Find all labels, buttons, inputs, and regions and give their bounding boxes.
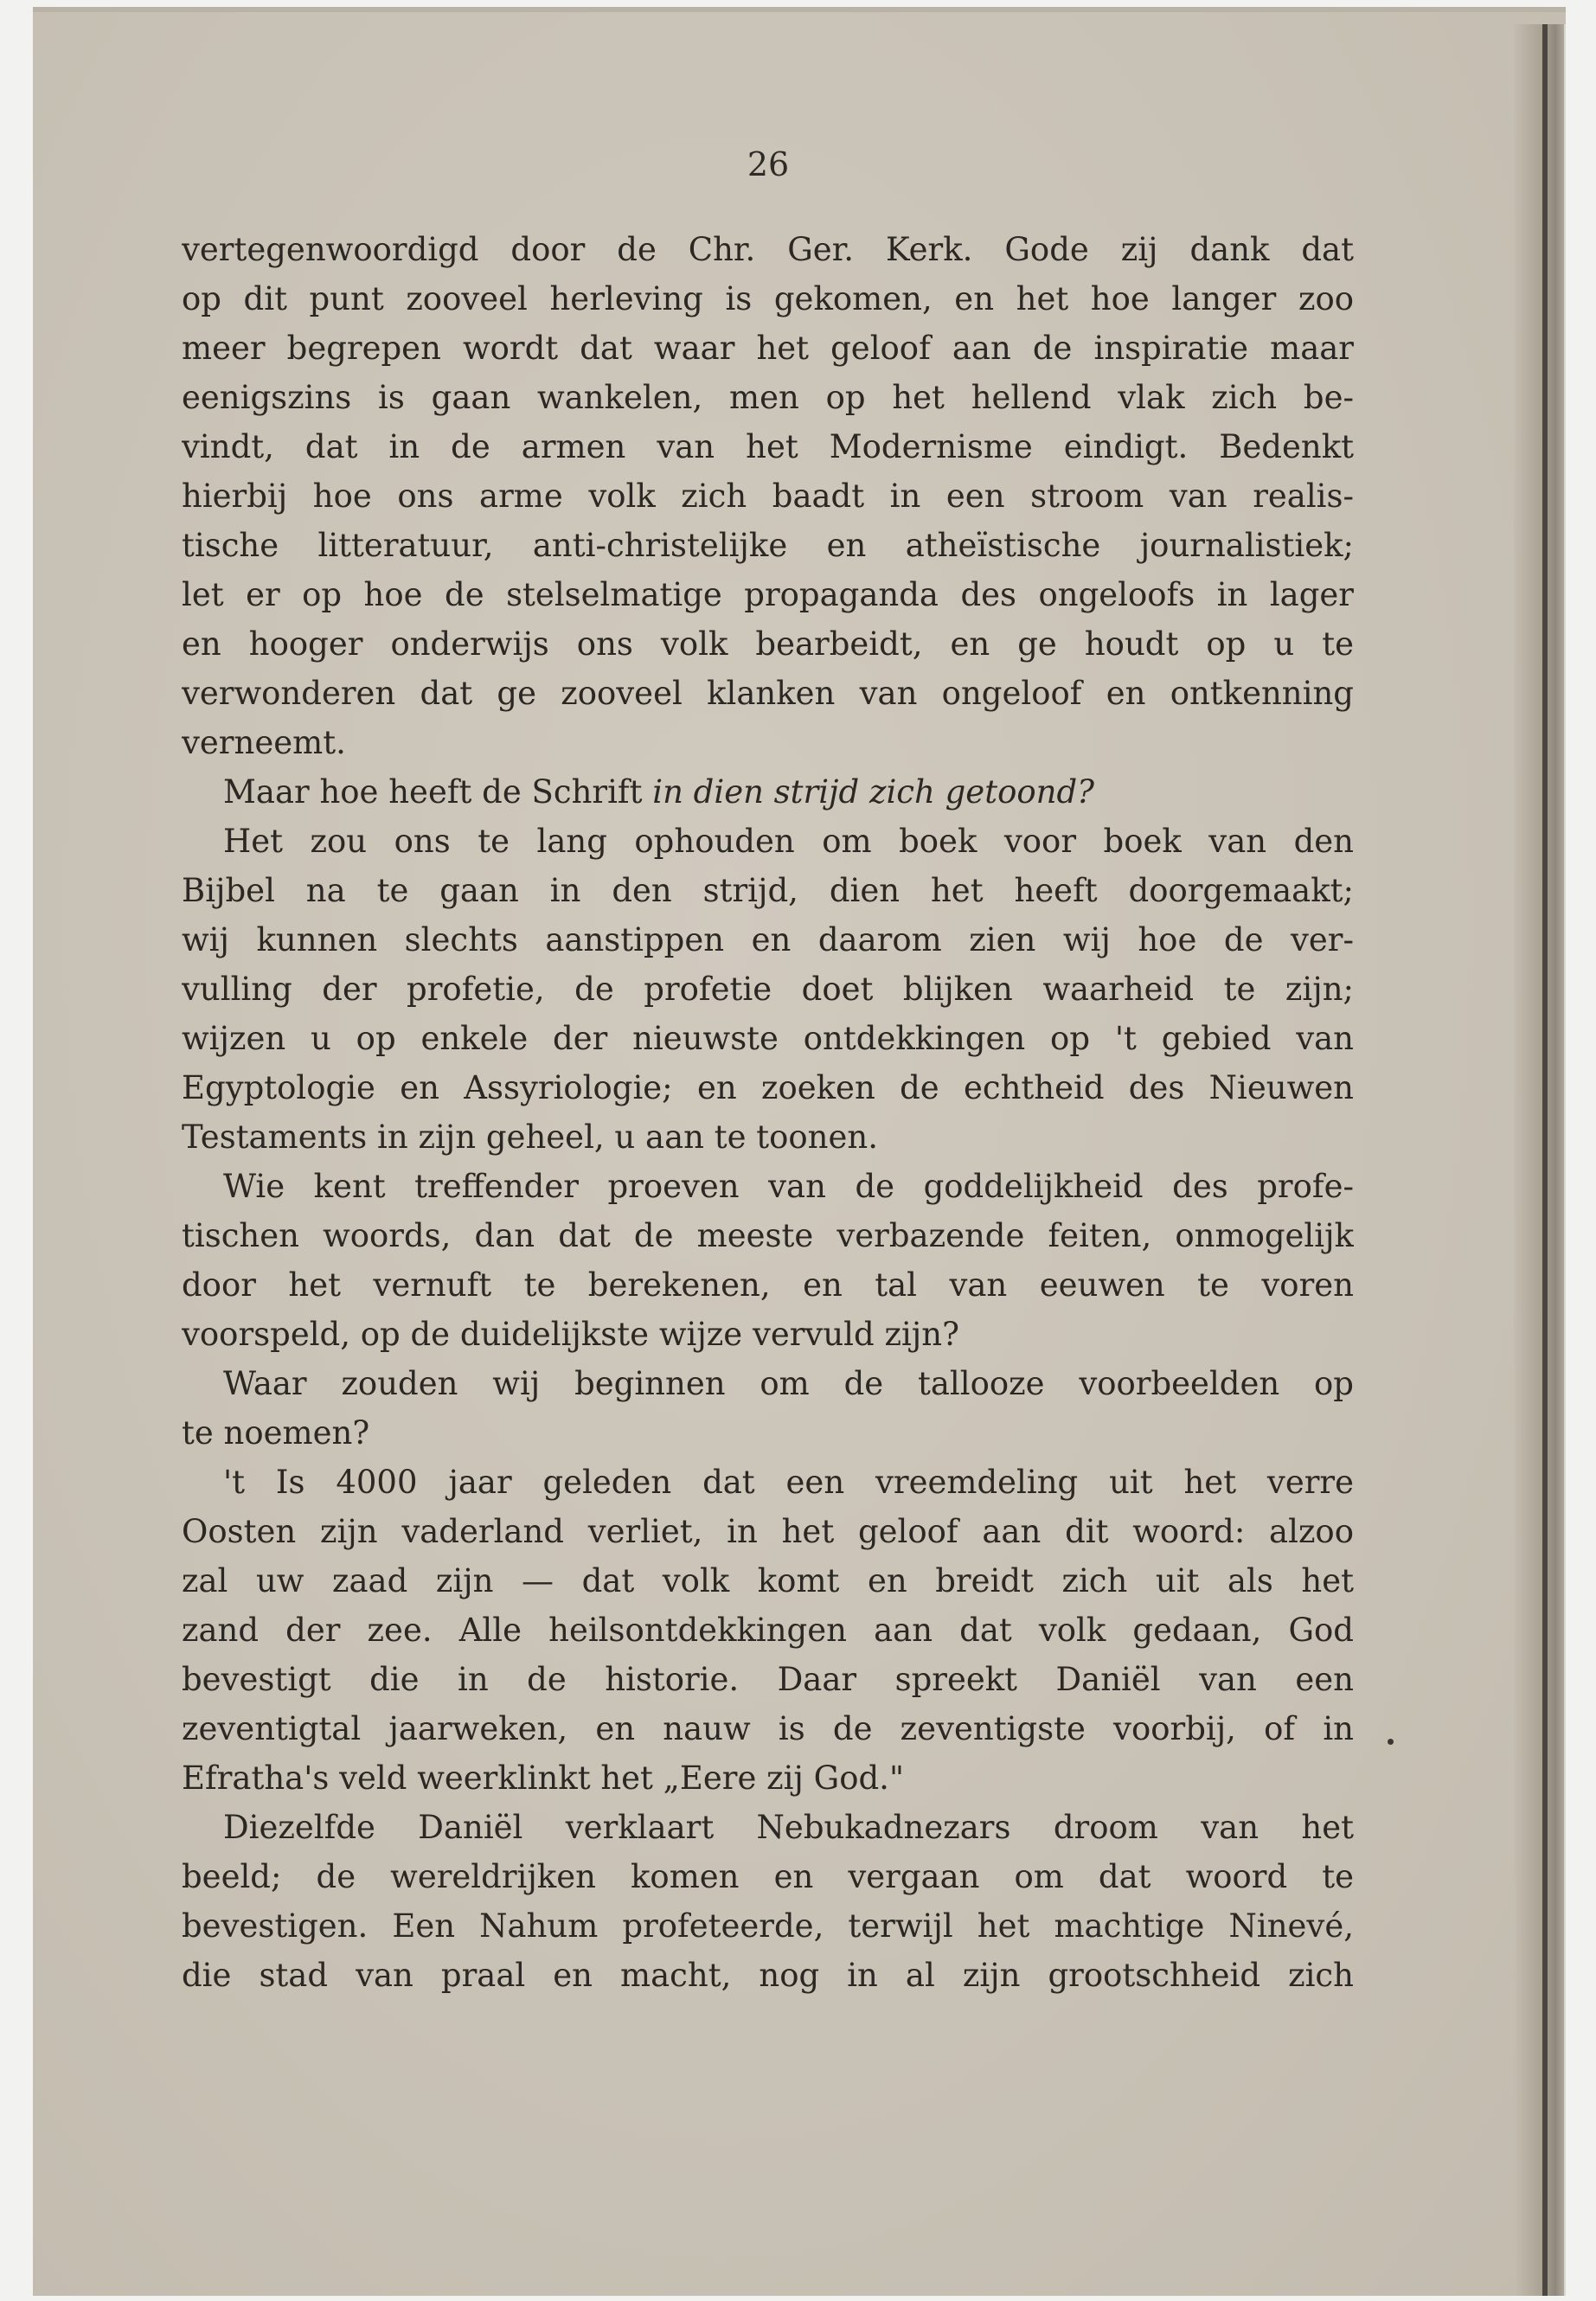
text-line-content: voorspeld, op de duidelijkste wijze vervuld zijn?	[182, 1316, 959, 1353]
text-line	[182, 1063, 1354, 1112]
text-line	[182, 373, 1354, 422]
text-line	[182, 1408, 1354, 1458]
text-line-content: tische litteratuur, anti-christelijke en atheïstische journalistiek;	[182, 527, 1354, 564]
text-line-content: 't Is 4000 jaar geleden dat een vreemdeling uit het verre	[223, 1464, 1354, 1501]
text-line-content: vindt, dat in de armen van het Modernisme eindigt. Bedenkt	[182, 428, 1354, 465]
text-line-content: Bijbel na te gaan in den strijd, dien het heeft doorgemaakt;	[182, 872, 1354, 909]
scanned-page	[33, 7, 1566, 2296]
book-spine-line	[1542, 24, 1548, 2296]
text-line-content: Efratha's veld weerklinkt het „Eere zij God."	[182, 1759, 904, 1797]
text-line	[182, 274, 1354, 324]
text-line-italic: in dien strijd zich getoond?	[652, 773, 1094, 811]
text-line-content: zal uw zaad zijn — dat volk komt en breidt zich uit als het	[182, 1562, 1354, 1599]
text-line	[182, 669, 1354, 718]
text-line	[182, 324, 1354, 373]
text-line	[182, 422, 1354, 471]
text-line	[182, 965, 1354, 1014]
text-line	[182, 1112, 1354, 1162]
text-line	[182, 866, 1354, 915]
text-line-content: Het zou ons te lang ophouden om boek voor boek van den	[223, 823, 1354, 860]
text-line	[182, 1803, 1354, 1852]
text-line-content: Waar zouden wij beginnen om de tallooze voorbeelden op	[223, 1365, 1354, 1402]
text-line-content: Diezelfde Daniël verklaart Nebukadnezars droom van het	[223, 1809, 1354, 1846]
text-line-content: wijzen u op enkele der nieuwste ontdekkingen op 't gebied van	[182, 1020, 1354, 1057]
text-line-content: Maar hoe heeft de Schrift	[223, 773, 653, 811]
text-line-content: meer begrepen wordt dat waar het geloof aan de inspiratie maar	[182, 330, 1354, 367]
text-line	[182, 1901, 1354, 1951]
book-spine-shadow	[1514, 24, 1566, 2296]
text-line	[182, 1655, 1354, 1704]
text-line	[182, 1556, 1354, 1606]
text-line-content: Testaments in zijn geheel, u aan te toonen.	[182, 1118, 878, 1156]
text-line	[182, 1753, 1354, 1803]
page-top-edge	[33, 7, 1566, 12]
text-line	[182, 1951, 1354, 2000]
text-line	[182, 1014, 1354, 1063]
text-line	[182, 1359, 1354, 1408]
body-text	[182, 225, 1354, 2000]
text-line	[182, 225, 1354, 274]
text-line-content: verneemt.	[182, 724, 346, 761]
text-line	[182, 1852, 1354, 1901]
text-line-content: en hooger onderwijs ons volk bearbeidt, en ge houdt op u te	[182, 625, 1354, 663]
text-line-content: let er op hoe de stelselmatige propaganda des ongeloofs in lager	[182, 576, 1354, 613]
text-line	[182, 1704, 1354, 1753]
text-line	[182, 1606, 1354, 1655]
text-line-content: Wie kent treffender proeven van de goddelijkheid des profe-	[223, 1168, 1354, 1205]
text-line	[182, 718, 1354, 767]
text-line-content: te noemen?	[182, 1414, 370, 1452]
ink-speck	[1388, 1739, 1394, 1745]
text-line-content: tischen woords, dan dat de meeste verbazende feiten, onmogelijk	[182, 1217, 1354, 1254]
text-line-content: verwonderen dat ge zooveel klanken van ongeloof en ontkenning	[182, 675, 1354, 712]
text-line-content: vertegenwoordigd door de Chr. Ger. Kerk. Gode zij dank dat	[182, 231, 1354, 268]
text-line	[182, 817, 1354, 866]
text-line-content: Egyptologie en Assyriologie; en zoeken de echtheid des Nieuwen	[182, 1069, 1354, 1106]
text-line	[182, 1162, 1354, 1211]
text-line-content: wij kunnen slechts aanstippen en daarom zien wij hoe de ver-	[182, 921, 1354, 958]
text-line	[182, 1260, 1354, 1310]
text-line	[182, 1458, 1354, 1507]
page-number: 26	[747, 145, 790, 183]
text-line	[182, 1310, 1354, 1359]
text-line	[182, 1507, 1354, 1556]
text-line-content: eenigszins is gaan wankelen, men op het hellend vlak zich be-	[182, 379, 1354, 416]
text-line-content: vulling der profetie, de profetie doet blijken waarheid te zijn;	[182, 971, 1354, 1008]
text-line-content: hierbij hoe ons arme volk zich baadt in een stroom van realis-	[182, 478, 1354, 515]
text-line	[182, 767, 1354, 817]
text-line-content: zeventigtal jaarweken, en nauw is de zeventigste voorbij, of in	[182, 1710, 1354, 1747]
text-line-content: bevestigt die in de historie. Daar spreekt Daniël van een	[182, 1661, 1354, 1698]
text-line-content: zand der zee. Alle heilsontdekkingen aan dat volk gedaan, God	[182, 1612, 1354, 1649]
text-line-content: Oosten zijn vaderland verliet, in het geloof aan dit woord: alzoo	[182, 1513, 1354, 1550]
text-line	[182, 471, 1354, 521]
text-line	[182, 1211, 1354, 1260]
text-line-content: die stad van praal en macht, nog in al zijn grootschheid zich	[182, 1957, 1354, 1994]
text-line	[182, 915, 1354, 965]
text-line-content: beeld; de wereldrijken komen en vergaan om dat woord te	[182, 1858, 1354, 1895]
text-line	[182, 521, 1354, 570]
page-right-edge	[1564, 24, 1566, 2296]
text-line-content: op dit punt zooveel herleving is gekomen, en het hoe langer zoo	[182, 280, 1354, 317]
text-line-content: bevestigen. Een Nahum profeteerde, terwijl het machtige Ninevé,	[182, 1907, 1354, 1945]
text-line	[182, 570, 1354, 619]
text-line-content: door het vernuft te berekenen, en tal van eeuwen te voren	[182, 1266, 1354, 1304]
text-line	[182, 619, 1354, 669]
